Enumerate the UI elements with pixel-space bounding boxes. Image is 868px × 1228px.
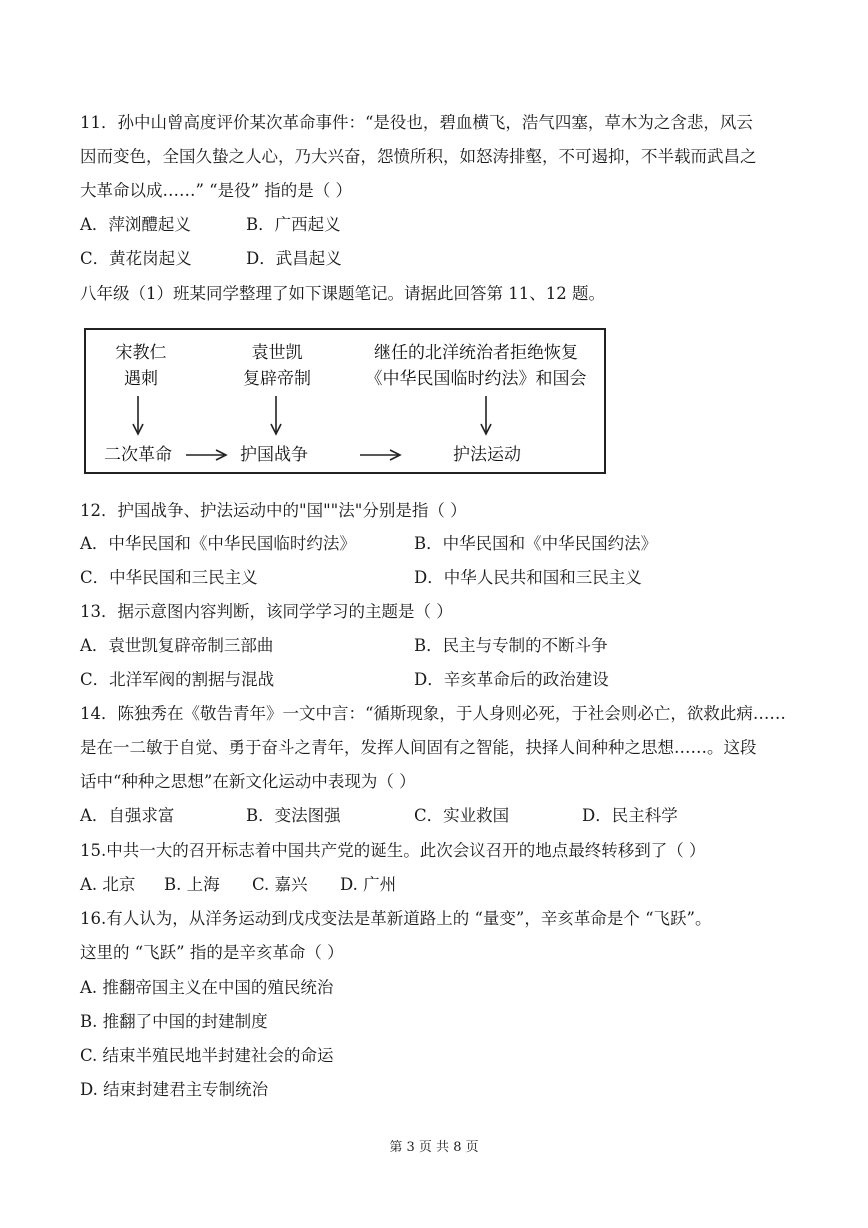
q15-option-c: C. 嘉兴 [252, 875, 308, 894]
down-arrow-icon [479, 394, 493, 438]
q15-stem: 15.中共一大的召开标志着中国共产党的诞生。此次会议召开的地点最终转移到了（ ） [80, 841, 706, 860]
q16-option-d: D. 结束封建君主专制统治 [80, 1080, 269, 1099]
q11-stem-line3: 大革命以成……” “是役” 指的是（ ） [80, 181, 353, 200]
page-footer: 第 3 页 共 8 页 [389, 1140, 479, 1155]
q14-stem-line2: 是在一二敏于自觉、勇于奋斗之青年，发挥人间固有之智能，抉择人间种种之思想……。这段 [80, 738, 757, 757]
diagram-event-song-l2: 遇刺 [124, 369, 158, 389]
q16-option-b: B. 推翻了中国的封建制度 [80, 1012, 268, 1031]
q16-option-a: A. 推翻帝国主义在中国的殖民统治 [80, 978, 334, 997]
q16-option-c: C. 结束半殖民地半封建社会的命运 [80, 1046, 334, 1065]
q13-option-b: B．民主与专制的不断斗争 [414, 636, 608, 655]
q15-option-d: D. 广州 [340, 875, 397, 894]
q12-option-b: B．中华民国和《中华民国约法》 [414, 534, 658, 553]
q15-option-a: A. 北京 [80, 875, 136, 894]
q16-stem-line2: 这里的 “飞跃” 指的是辛亥革命（ ） [80, 943, 344, 962]
diagram-result-national-protection-war: 护国战争 [240, 445, 308, 465]
q14-option-d: D．民主科学 [582, 806, 678, 825]
q12-stem: 12．护国战争、护法运动中的"国""法"分别是指（ ） [80, 501, 467, 520]
q13-option-c: C．北洋军阀的割据与混战 [80, 670, 275, 689]
q14-option-b: B．变法图强 [246, 806, 341, 825]
q11-stem-line1: 11．孙中山曾高度评价某次革命事件：“是役也，碧血横飞，浩气四塞，草木为之含悲，风云 [80, 113, 753, 132]
q13-stem: 13．据示意图内容判断，该同学学习的主题是（ ） [80, 602, 453, 621]
notes-intro: 八年级（1）班某同学整理了如下课题笔记。请据此回答第 11、12 题。 [80, 284, 605, 303]
q14-stem-line3: 话中“种种之思想”在新文化运动中表现为（ ） [80, 772, 416, 791]
q11-stem-line2: 因而变色，全国久蛰之人心，乃大兴奋，怨愤所积，如怒涛排壑，不可遏抑，不半载而武昌之 [80, 147, 757, 166]
q12-option-d: D．中华人民共和国和三民主义 [414, 568, 642, 587]
q12-option-a: A．中华民国和《中华民国临时约法》 [80, 534, 356, 553]
down-arrow-icon [131, 394, 145, 438]
q13-option-a: A．袁世凯复辟帝制三部曲 [80, 636, 274, 655]
notes-diagram [84, 328, 606, 474]
q11-option-c: C．黄花岗起义 [80, 249, 192, 268]
right-arrow-icon [358, 448, 402, 462]
q15-option-b: B. 上海 [164, 875, 220, 894]
q13-option-d: D．辛亥革命后的政治建设 [414, 670, 609, 689]
diagram-event-song-l1: 宋教仁 [115, 343, 167, 363]
diagram-event-yuan-l1: 袁世凯 [251, 343, 303, 363]
q12-option-c: C．中华民国和三民主义 [80, 568, 258, 587]
q14-option-a: A．自强求富 [80, 806, 175, 825]
diagram-result-constitution-protection-movement: 护法运动 [453, 445, 521, 465]
down-arrow-icon [269, 394, 283, 438]
q14-option-c: C．实业救国 [414, 806, 510, 825]
q14-stem-line1: 14．陈独秀在《敬告青年》一文中言：“循斯现象，于人身则必死，于社会则必亡，欲救此病…… [80, 704, 786, 723]
q11-option-d: D．武昌起义 [246, 249, 342, 268]
diagram-result-second-revolution: 二次革命 [104, 445, 172, 465]
diagram-event-beiyang-l1: 继任的北洋统治者拒绝恢复 [374, 343, 578, 363]
q11-option-b: B．广西起义 [246, 215, 341, 234]
diagram-event-beiyang-l2: 《中华民国临时约法》和国会 [365, 369, 587, 389]
diagram-event-yuan-l2: 复辟帝制 [243, 369, 311, 389]
q11-option-a: A．萍浏醴起义 [80, 215, 191, 234]
right-arrow-icon [184, 448, 228, 462]
q16-stem-line1: 16.有人认为，从洋务运动到戊戌变法是革新道路上的 “量变”，辛亥革命是个 “飞跃”。 [80, 909, 712, 928]
